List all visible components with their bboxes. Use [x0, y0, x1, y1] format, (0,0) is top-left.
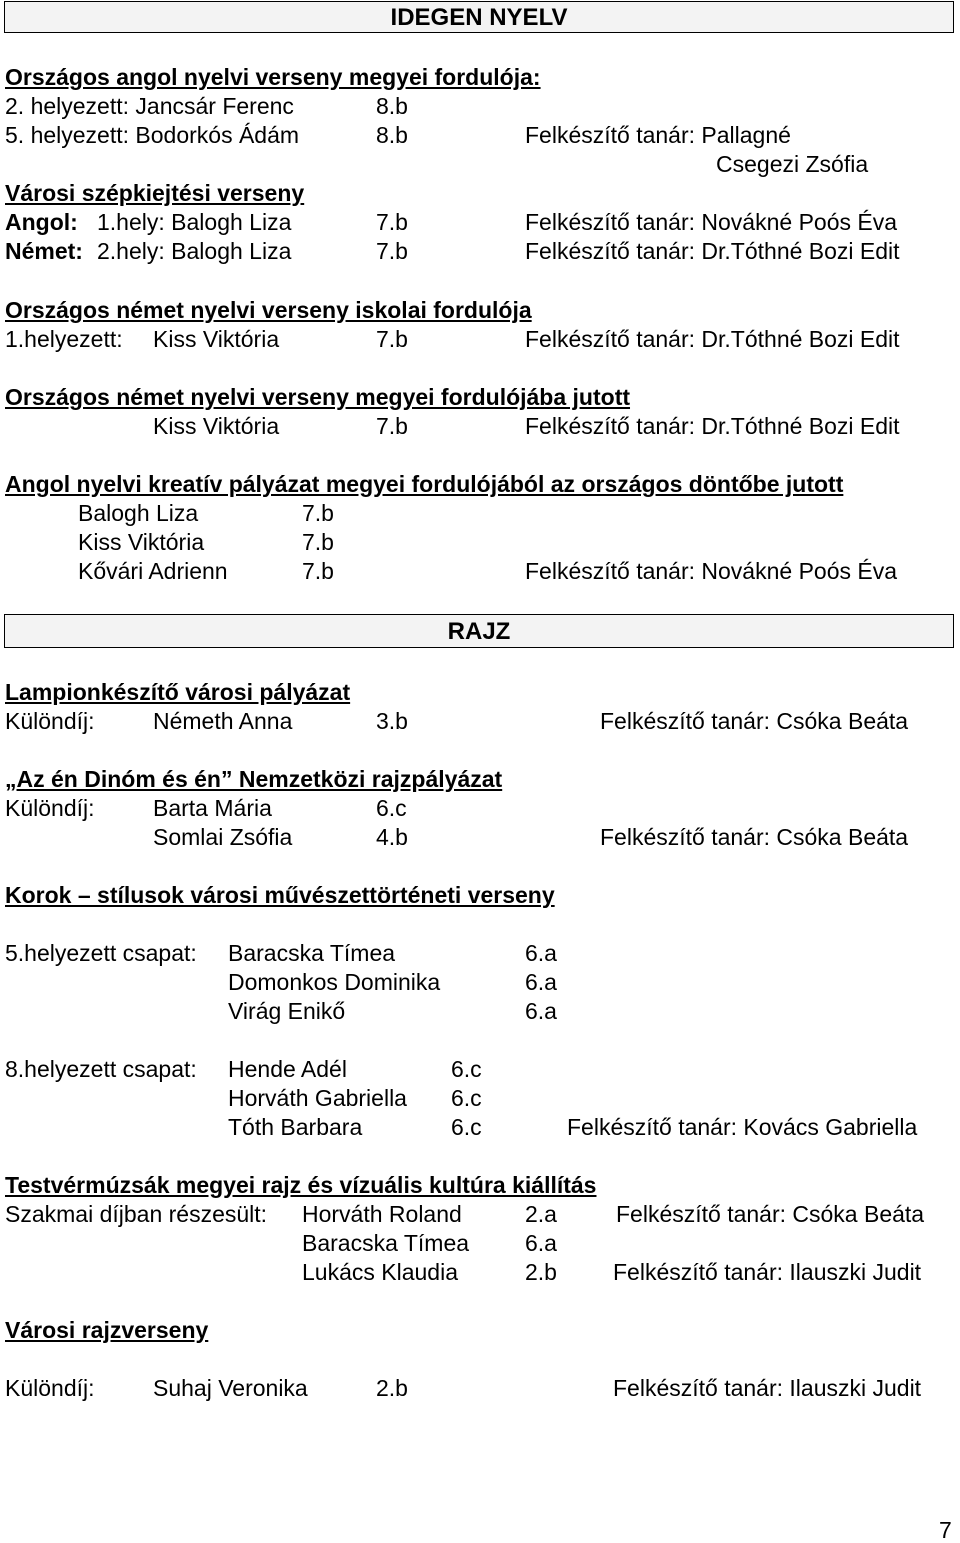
- language-label: Német:: [5, 238, 83, 264]
- team-member: Domonkos Dominika: [228, 969, 441, 995]
- result-class: 4.b: [376, 824, 408, 850]
- team-member-class: 6.c: [451, 1114, 482, 1140]
- teacher-label: Felkészítő tanár: Pallagné: [525, 122, 791, 148]
- heading-angol-orszagos: Országos angol nyelvi verseny megyei fordulója:: [5, 64, 541, 90]
- result-class: 7.b: [376, 209, 408, 235]
- team-member-class: 6.a: [525, 998, 557, 1024]
- heading-dino: „Az én Dinóm és én” Nemzetközi rajzpályázat: [5, 766, 503, 792]
- team-member: Hende Adél: [228, 1056, 347, 1082]
- team-label: 5.helyezett csapat:: [5, 940, 197, 966]
- teacher-label: Felkészítő tanár: Kovács Gabriella: [567, 1114, 918, 1140]
- section-title-rajz: RAJZ: [4, 614, 954, 648]
- page-number: 7: [939, 1517, 952, 1543]
- team-member-class: 6.c: [451, 1056, 482, 1082]
- award-label: Szakmai díjban részesült:: [5, 1201, 268, 1227]
- result-class: 3.b: [376, 708, 408, 734]
- teacher-label: Felkészítő tanár: Novákné Poós Éva: [525, 209, 898, 235]
- result-name: Kiss Viktória: [153, 326, 280, 352]
- result-class: 8.b: [376, 93, 408, 119]
- result-name: Kővári Adrienn: [78, 558, 228, 584]
- result-class: 2.b: [525, 1259, 557, 1285]
- result-class: 2.b: [376, 1375, 408, 1401]
- heading-korok: Korok – stílusok városi művészettörténeti verseny: [5, 882, 555, 908]
- teacher-label: Felkészítő tanár: Dr.Tóthné Bozi Edit: [525, 413, 900, 439]
- heading-angol-kreativ: Angol nyelvi kreatív pályázat megyei fordulójából az országos döntőbe jutott: [5, 471, 844, 497]
- heading-nemet-megyei: Országos német nyelvi verseny megyei fordulójába jutott: [5, 384, 631, 410]
- result-name: Kiss Viktória: [78, 529, 205, 555]
- heading-testver: Testvérmúzsák megyei rajz és vízuális kultúra kiállítás: [5, 1172, 597, 1198]
- teacher-label: Felkészítő tanár: Csóka Beáta: [616, 1201, 925, 1227]
- award-label: Különdíj:: [5, 795, 95, 821]
- result-class: 7.b: [302, 558, 334, 584]
- teacher-label: Felkészítő tanár: Csóka Beáta: [600, 708, 909, 734]
- result-name: Baracska Tímea: [302, 1230, 470, 1256]
- team-member: Tóth Barbara: [228, 1114, 363, 1140]
- team-member: Baracska Tímea: [228, 940, 396, 966]
- section-title-idegen-nyelv: IDEGEN NYELV: [4, 1, 954, 33]
- result-name: Balogh Liza: [78, 500, 199, 526]
- teacher-label: Felkészítő tanár: Ilauszki Judit: [613, 1259, 922, 1285]
- result-class: 7.b: [376, 326, 408, 352]
- team-member: Virág Enikő: [228, 998, 346, 1024]
- result-place: 1.helyezett:: [5, 326, 123, 352]
- result-place: 2. helyezett: Jancsár Ferenc: [5, 93, 294, 119]
- team-member-class: 6.a: [525, 940, 557, 966]
- result-class: 6.a: [525, 1230, 557, 1256]
- result-place: 5. helyezett: Bodorkós Ádám: [5, 122, 300, 148]
- heading-lampion: Lampionkészítő városi pályázat: [5, 679, 351, 705]
- result-name: Lukács Klaudia: [302, 1259, 458, 1285]
- result-name: Horváth Roland: [302, 1201, 462, 1227]
- result-name: 2.hely: Balogh Liza: [97, 238, 292, 264]
- result-class: 6.c: [376, 795, 407, 821]
- result-name: Kiss Viktória: [153, 413, 280, 439]
- heading-szepkiejtes: Városi szépkiejtési verseny: [5, 180, 305, 206]
- result-name: Suhaj Veronika: [153, 1375, 308, 1401]
- teacher-label: Felkészítő tanár: Novákné Poós Éva: [525, 558, 898, 584]
- result-class: 7.b: [376, 238, 408, 264]
- language-label: Angol:: [5, 209, 78, 235]
- teacher-label: Felkészítő tanár: Csóka Beáta: [600, 824, 909, 850]
- heading-nemet-iskolai: Országos német nyelvi verseny iskolai fordulója: [5, 297, 532, 323]
- result-class: 8.b: [376, 122, 408, 148]
- teacher-label: Felkészítő tanár: Dr.Tóthné Bozi Edit: [525, 238, 900, 264]
- result-name: Barta Mária: [153, 795, 272, 821]
- result-class: 2.a: [525, 1201, 557, 1227]
- teacher-label-continued: Csegezi Zsófia: [716, 151, 869, 177]
- result-class: 7.b: [376, 413, 408, 439]
- team-member: Horváth Gabriella: [228, 1085, 407, 1111]
- teacher-label: Felkészítő tanár: Ilauszki Judit: [613, 1375, 922, 1401]
- result-class: 7.b: [302, 529, 334, 555]
- result-name: Németh Anna: [153, 708, 293, 734]
- teacher-label: Felkészítő tanár: Dr.Tóthné Bozi Edit: [525, 326, 900, 352]
- result-name: Somlai Zsófia: [153, 824, 293, 850]
- award-label: Különdíj:: [5, 1375, 95, 1401]
- team-label: 8.helyezett csapat:: [5, 1056, 197, 1082]
- team-member-class: 6.c: [451, 1085, 482, 1111]
- heading-varosi-rajzverseny: Városi rajzverseny: [5, 1317, 209, 1343]
- team-member-class: 6.a: [525, 969, 557, 995]
- award-label: Különdíj:: [5, 708, 95, 734]
- result-name: 1.hely: Balogh Liza: [97, 209, 292, 235]
- result-class: 7.b: [302, 500, 334, 526]
